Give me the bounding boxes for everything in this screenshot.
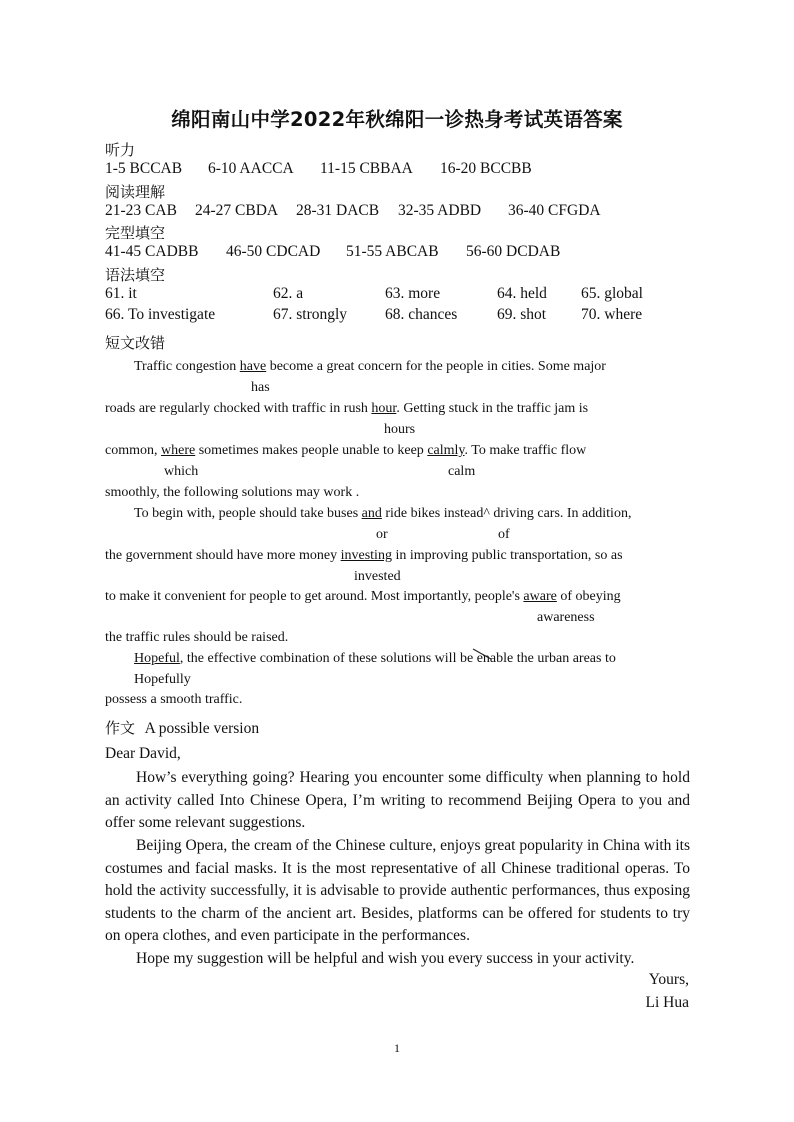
- reading-group-2: 24-27 CBDA: [195, 202, 279, 219]
- grammar-answer: 69. shot: [497, 306, 547, 323]
- correction-word: invested: [354, 569, 401, 584]
- grammar-answer: 67. strongly: [273, 306, 348, 323]
- listening-group-1: 1-5 BCCAB: [105, 160, 183, 177]
- essay-paragraph: How’s everything going? Hearing you encounter some difficulty when planning to hold an activity called Into Chinese Opera, I’m writing to recommend Beijing Opera to you and offer some relevant suggestions.: [105, 769, 690, 832]
- error-word: calmly: [427, 443, 465, 458]
- correction-word: which: [164, 464, 199, 479]
- error-word: hour: [371, 401, 397, 416]
- grammar-answer: 65. global: [581, 285, 643, 302]
- cloze-group-3: 51-55 ABCAB: [346, 243, 439, 260]
- reading-heading: 阅读理解: [105, 183, 166, 201]
- grammar-answer: 68. chances: [385, 306, 458, 323]
- correction-heading: 短文改错: [105, 334, 166, 352]
- correction-line: smoothly, the following solutions may work .: [105, 485, 360, 500]
- reading-group-4: 32-35 ADBD: [398, 202, 482, 219]
- reading-group-3: 28-31 DACB: [296, 202, 380, 219]
- cloze-heading: 完型填空: [105, 224, 166, 242]
- grammar-answer: 64. held: [497, 285, 547, 302]
- grammar-answer: 62. a: [273, 285, 304, 302]
- essay-heading: 作文 A possible version: [105, 719, 260, 737]
- grammar-answer: 66. To investigate: [105, 306, 216, 323]
- essay-paragraph: Beijing Opera, the cream of the Chinese culture, enjoys great popularity in China with its costumes and facial masks. It is the most representative of all Chinese traditional operas. To hold the activity successfully, it is advisable to provide authentic performances, thus exposing students to the charm of the ancient art. Besides, platforms can be offered for students to try on opera clothes, and even participate in the performances.: [105, 837, 690, 945]
- correction-line: common, where sometimes makes people unable to keep calmly. To make traffic flow: [105, 443, 587, 458]
- correction-word: hours: [384, 422, 416, 437]
- reading-group-1: 21-23 CAB: [105, 202, 177, 219]
- correction-word: or: [376, 527, 388, 542]
- listening-heading: 听力: [105, 141, 136, 159]
- error-word: and: [361, 506, 382, 521]
- error-word: investing: [340, 548, 392, 563]
- error-word: have: [239, 359, 267, 374]
- grammar-answer: 61. it: [105, 285, 137, 302]
- correction-line: Hopeful, the effective combination of these solutions will be enable the urban areas to: [134, 651, 616, 666]
- cloze-group-1: 41-45 CADBB: [105, 243, 199, 260]
- correction-word: calm: [448, 464, 476, 479]
- correction-word: of: [498, 527, 510, 542]
- error-word: where: [161, 443, 196, 458]
- correction-word: awareness: [537, 610, 595, 625]
- correction-line: To begin with, people should take buses and ride bikes instead^ driving cars. In addition,: [134, 506, 632, 521]
- grammar-answer: 63. more: [385, 285, 441, 302]
- page-title: 绵阳南山中学2022年秋绵阳一诊热身考试英语答案: [171, 108, 623, 131]
- essay-paragraph: Hope my suggestion will be helpful and wish you every success in your activity.: [136, 950, 635, 967]
- correction-line: to make it convenient for people to get around. Most importantly, people's aware of obeying: [105, 589, 621, 604]
- essay-closing: Yours,: [648, 971, 689, 988]
- essay-salutation: Dear David,: [105, 745, 181, 762]
- essay-signature: Li Hua: [645, 994, 689, 1011]
- reading-group-5: 36-40 CFGDA: [508, 202, 601, 219]
- cloze-group-4: 56-60 DCDAB: [466, 243, 561, 260]
- error-word: Hopeful: [134, 651, 180, 666]
- correction-line: Traffic congestion have become a great concern for the people in cities. Some major: [134, 359, 606, 374]
- listening-group-3: 11-15 CBBAA: [320, 160, 413, 177]
- cloze-group-2: 46-50 CDCAD: [226, 243, 321, 260]
- correction-word: has: [251, 380, 270, 395]
- grammar-answer: 70. where: [581, 306, 643, 323]
- correction-line: the government should have more money investing in improving public transportation, so as: [105, 548, 623, 563]
- error-word: aware: [523, 589, 557, 604]
- listening-group-4: 16-20 BCCBB: [440, 160, 532, 177]
- deletion-mark-icon: [472, 648, 492, 660]
- deleted-word: be: [459, 651, 474, 666]
- listening-group-2: 6-10 AACCA: [208, 160, 294, 177]
- correction-line: the traffic rules should be raised.: [105, 630, 289, 645]
- correction-line: roads are regularly chocked with traffic in rush hour. Getting stuck in the traffic jam is: [105, 401, 589, 416]
- page-number: 1: [394, 1041, 400, 1055]
- grammar-heading: 语法填空: [105, 266, 166, 284]
- correction-line: possess a smooth traffic.: [105, 692, 243, 707]
- correction-word: Hopefully: [134, 672, 191, 687]
